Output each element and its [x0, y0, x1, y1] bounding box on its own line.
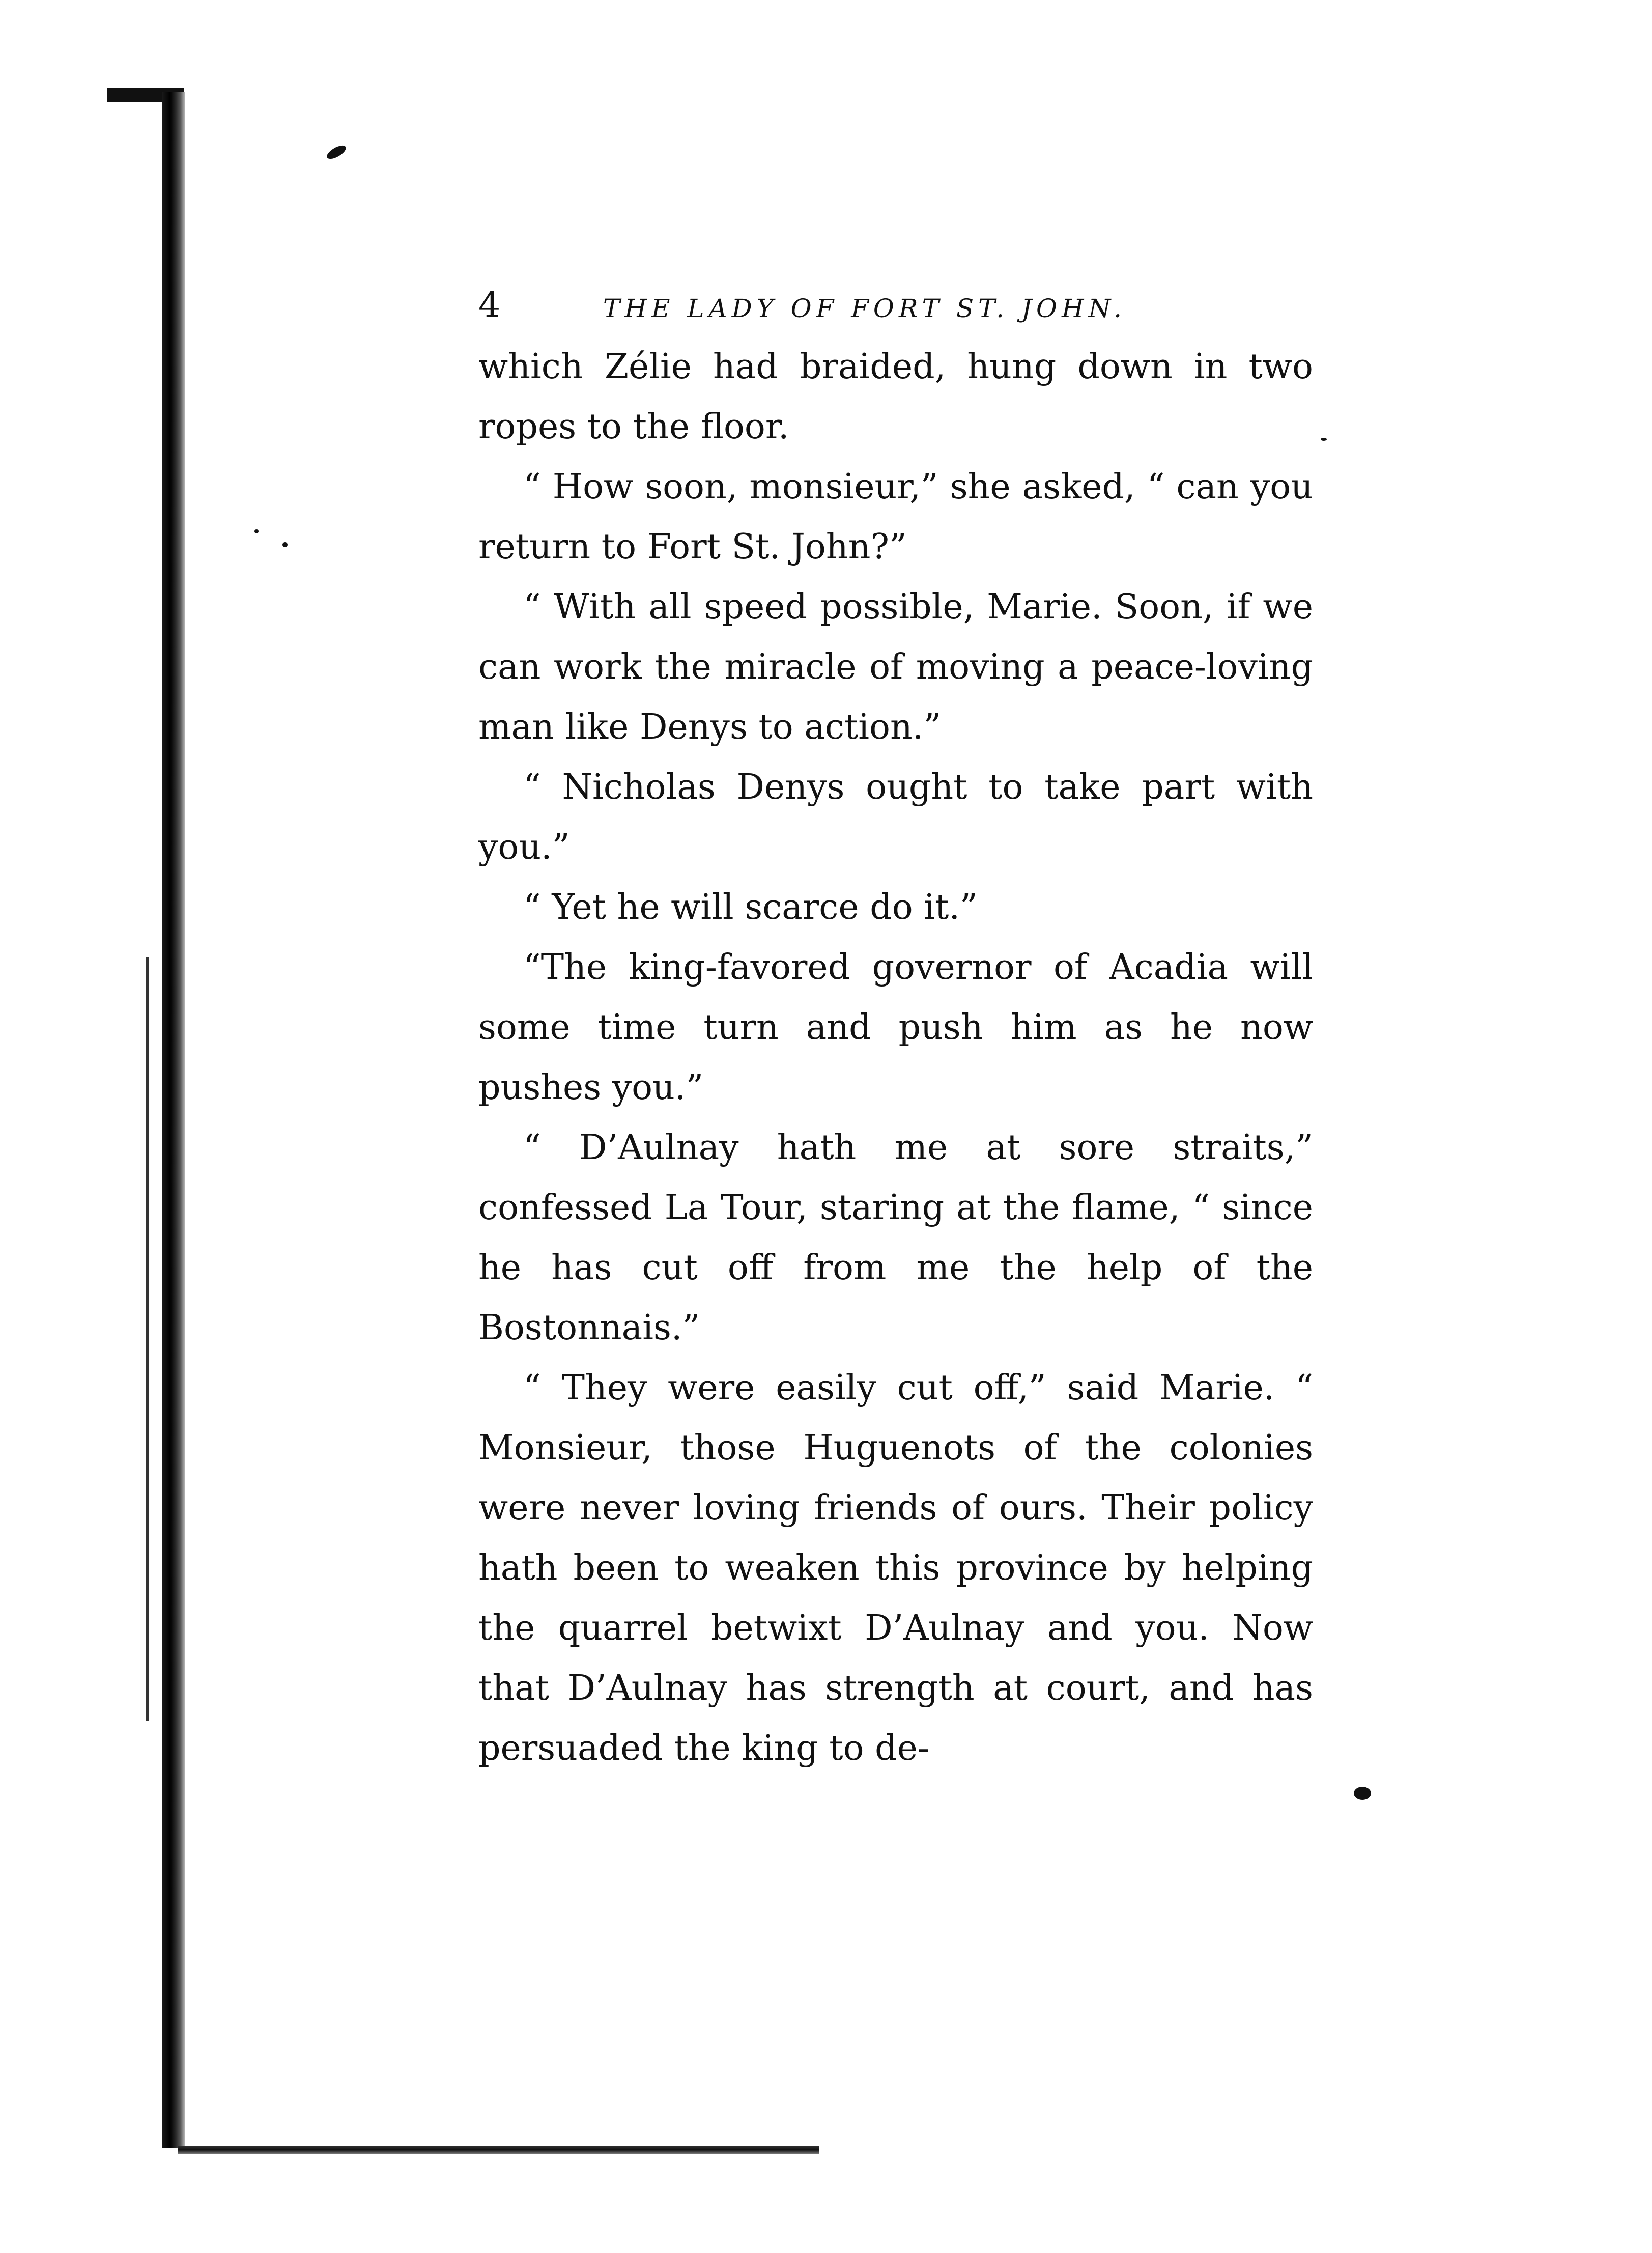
paragraph: “ With all speed possible, Marie. Soon, if we can work the miracle of moving a peace-loving man like Denys to action.”	[478, 587, 1313, 747]
paragraph: “ They were easily cut off,” said Marie. “ Monsieur, those Huguenots of the colonies were never loving friends of ours. Their policy hath been to weaken this province by helping the quarrel betwixt D’Aulnay and you. Now that D’Aulnay has strength at court, and has persuaded the king to de-	[478, 1368, 1313, 1768]
binding-edge	[162, 92, 185, 2148]
ink-speck	[282, 542, 288, 547]
binding-shadow-line	[146, 957, 149, 1721]
running-title: THE LADY OF FORT ST. JOHN.	[603, 294, 1127, 323]
ink-speck	[1321, 438, 1327, 441]
paragraph: “ Nicholas Denys ought to take part with you.”	[478, 767, 1313, 867]
ink-speck	[1354, 1787, 1371, 1800]
paragraph: “ Yet he will scarce do it.”	[523, 887, 978, 927]
paragraph: “ How soon, monsieur,” she asked, “ can you return to Fort St. John?”	[478, 467, 1313, 567]
paragraph: which Zélie had braided, hung down in two ropes to the floor.	[478, 347, 1313, 447]
bottom-edge-rule	[178, 2146, 819, 2154]
running-head	[478, 285, 1313, 326]
paragraph: “ D’Aulnay hath me at sore straits,” confessed La Tour, staring at the flame, “ since he has cut off from me the help of the Bostonnais.”	[478, 1128, 1313, 1348]
book-page	[478, 285, 1313, 1779]
paragraph: “The king-favored governor of Acadia will some time turn and push him as he now pushes you.”	[478, 947, 1313, 1108]
page-number: 4	[478, 285, 501, 325]
body-text	[478, 337, 1313, 1779]
ink-speck	[254, 529, 259, 533]
ink-speck	[325, 143, 348, 162]
